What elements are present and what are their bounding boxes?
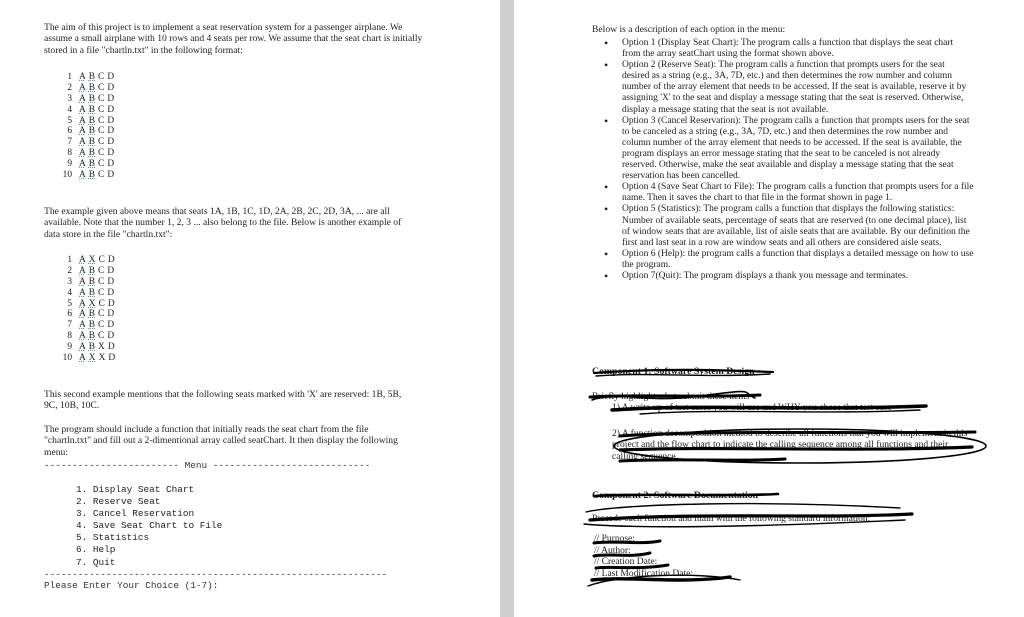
seat-cell: D <box>107 159 115 170</box>
seat-row <box>60 170 117 181</box>
seat-cell: A <box>79 104 86 115</box>
seat-cell: C <box>98 159 105 170</box>
seat-cell: A <box>79 276 86 287</box>
seat-row <box>60 353 118 364</box>
seat-cell: X <box>88 255 96 265</box>
example-paragraph: The example given above means that seats 1A, 1B, 1C, 1D, 2A, 2B, 2C, 2D, 3A, ... are all available. Note that the number 1, 2, 3 ... also belong to the file. Below is another example of data store in the file "chartln.txt": <box>44 206 402 240</box>
seat-row <box>60 148 117 159</box>
seat-cell: A <box>79 170 86 181</box>
row-number: 1 <box>67 255 72 265</box>
seat-cell: C <box>98 255 105 265</box>
menu-footer: ------------------------------------------------------------- <box>44 569 388 580</box>
seat-cell: B <box>88 287 96 298</box>
seat-cell: C <box>98 331 105 342</box>
seat-cell: X <box>88 298 96 309</box>
seat-cell: C <box>98 82 105 93</box>
seat-cell: C <box>98 309 105 320</box>
seat-row <box>60 309 118 320</box>
seat-cell: C <box>98 265 105 276</box>
comment-line: // Last Modification Date: <box>594 568 693 579</box>
row-number: 4 <box>67 287 72 298</box>
component-1-item-2: 2) A function decomposition method to describe all functions that you will implement in this project and the flow chart to indicate the calling sequence among all functions and their calling sequence <box>612 428 968 462</box>
seat-cell: D <box>107 170 115 181</box>
seat-row <box>60 320 118 331</box>
seat-cell: B <box>88 93 96 104</box>
seat-cell: B <box>88 309 96 320</box>
menu-item: 6. Help <box>76 544 116 556</box>
seat-cell: X <box>88 353 96 364</box>
seat-cell: A <box>79 331 86 342</box>
menu-item: 2. Reserve Seat <box>76 496 161 508</box>
row-number: 7 <box>67 137 72 148</box>
seat-cell: B <box>88 137 96 148</box>
seat-cell: C <box>98 115 105 126</box>
seat-cell: D <box>107 72 115 82</box>
seat-cell: C <box>98 320 105 331</box>
row-number: 8 <box>67 331 72 342</box>
seat-cell: A <box>79 93 86 104</box>
seat-cell: B <box>88 82 96 93</box>
seat-cell: A <box>79 255 86 265</box>
seat-cell: B <box>88 170 96 181</box>
seat-row <box>60 116 117 127</box>
seat-cell: D <box>107 148 115 159</box>
row-number: 9 <box>67 159 72 170</box>
seat-cell: D <box>107 115 115 126</box>
seat-cell: B <box>88 104 96 115</box>
seat-cell: C <box>98 298 105 309</box>
seat-cell: D <box>107 137 115 148</box>
component-1-item-1: 1) A write-up of test cases you will use and WHY you chose that test case <box>612 403 892 413</box>
seat-cell: D <box>107 126 115 137</box>
seat-cell: D <box>107 331 115 342</box>
seat-cell: B <box>88 72 96 82</box>
seat-cell: B <box>88 148 96 159</box>
program-paragraph: The program should include a function that initially reads the seat chart from the file "chartln.txt" and fill out a 2-dimentional array called seatChart. It then display the following menu: <box>44 424 398 458</box>
seat-cell: B <box>88 342 96 353</box>
seat-cell: B <box>88 115 96 126</box>
seat-cell: D <box>107 104 115 115</box>
seat-cell: C <box>98 126 105 137</box>
seat-cell: C <box>98 93 105 104</box>
comment-line: // Purpose: <box>594 534 635 544</box>
row-number: 1 <box>67 72 72 82</box>
seat-row <box>60 159 117 170</box>
row-number: 3 <box>67 93 72 104</box>
second-example-paragraph: This second example mentions that the following seats marked with 'X' are reserved: 1B, 5B, 9C, 10B, 10C. <box>44 389 402 412</box>
seat-cell: D <box>107 255 115 265</box>
menu-item: 7. Quit <box>76 556 116 568</box>
seat-cell: D <box>107 276 115 287</box>
seat-row <box>60 105 117 116</box>
choice-prompt: Please Enter Your Choice (1-7): <box>44 580 219 591</box>
seat-row <box>60 288 118 299</box>
seat-cell: X <box>98 353 106 364</box>
seat-cell: B <box>88 276 96 287</box>
seat-cell: A <box>79 148 86 159</box>
row-number: 7 <box>67 320 72 331</box>
component-1-title: Component 1: Software System Design <box>592 366 755 377</box>
component-1-line: Briefly highlight what submit these items <box>592 392 750 402</box>
seat-cell: A <box>79 72 86 82</box>
seat-cell: A <box>79 353 86 364</box>
seat-cell: C <box>98 287 105 298</box>
seat-row <box>60 126 117 137</box>
seat-chart-2 <box>60 255 118 364</box>
seat-cell: B <box>88 159 96 170</box>
comment-line: // Author: <box>594 545 631 556</box>
seat-cell: D <box>107 93 115 104</box>
row-number: 10 <box>62 353 72 364</box>
option-item: • Option 4 (Save Seat Chart to File): The program calls a function that prompts users for a file name. Then it saves the chart to that file in the format shown in page 1. <box>592 182 974 204</box>
row-number: 3 <box>67 276 72 287</box>
seat-row <box>60 83 117 94</box>
comment-block <box>594 534 693 580</box>
row-number: 10 <box>62 170 72 181</box>
seat-cell: D <box>107 298 115 309</box>
seat-cell: D <box>107 309 115 320</box>
row-number: 6 <box>67 309 72 320</box>
seat-cell: B <box>88 320 96 331</box>
seat-row <box>60 94 117 105</box>
seat-cell: A <box>79 342 86 353</box>
seat-chart-1 <box>60 72 117 181</box>
seat-cell: D <box>108 353 116 364</box>
menu-header: ------------------------ Menu ---------------------------- <box>44 460 371 471</box>
seat-cell: A <box>79 287 86 298</box>
seat-cell: D <box>107 320 115 331</box>
seat-cell: B <box>88 265 96 276</box>
menu-item: 3. Cancel Reservation <box>76 508 195 520</box>
seat-cell: A <box>79 159 86 170</box>
seat-cell: D <box>107 82 115 93</box>
seat-cell: A <box>79 115 86 126</box>
seat-cell: C <box>98 72 105 82</box>
menu-item: 1. Display Seat Chart <box>76 484 195 495</box>
component-2-title: Component 2: Software Documentation <box>592 490 759 501</box>
row-number: 5 <box>67 115 72 126</box>
row-number: 6 <box>67 126 72 137</box>
option-item: • Option 2 (Reserve Seat): The program calls a function that prompts users for the seat desired as a string (e.g., 3A, 7D, etc.) and then determines the row number and column number of the array element that needs to be accessed. If the seat is available, reserve it by assigning 'X' to the seat and display a message stating that the seat is reserved. Otherwise, display a message stating that the seat is not available. <box>592 60 974 115</box>
seat-cell: A <box>79 309 86 320</box>
option-item: • Option 1 (Display Seat Chart): The program calls a function that displays the seat chart from the array seatChart using the format shown above. <box>592 38 974 60</box>
seat-cell: C <box>98 170 105 181</box>
option-item: • Option 6 (Help): the program calls a function that displays a detailed message on how to use the program. <box>592 249 974 271</box>
seat-row <box>60 266 118 277</box>
menu-list <box>76 484 222 569</box>
seat-cell: B <box>88 126 96 137</box>
seat-row <box>60 342 118 353</box>
seat-cell: D <box>107 342 115 353</box>
menu-item: 4. Save Seat Chart to File <box>76 520 223 532</box>
seat-cell: D <box>107 265 115 276</box>
options-list <box>592 38 974 282</box>
seat-row <box>60 277 118 288</box>
row-number: 9 <box>67 342 72 353</box>
seat-row <box>60 299 118 310</box>
seat-cell: C <box>98 148 105 159</box>
seat-cell: C <box>98 104 105 115</box>
seat-row <box>60 137 117 148</box>
row-number: 5 <box>67 298 72 309</box>
seat-cell: A <box>79 320 86 331</box>
comment-line: // Creation Date: <box>594 557 658 567</box>
seat-cell: A <box>79 126 86 137</box>
seat-row <box>60 72 117 83</box>
row-number: 4 <box>67 104 72 115</box>
seat-cell: A <box>79 82 86 93</box>
seat-cell: B <box>88 331 96 342</box>
seat-row <box>60 255 118 266</box>
component-2-line: Precede each function and main with the following standard information: <box>592 514 871 524</box>
seat-cell: A <box>79 298 86 309</box>
option-item: • Option 3 (Cancel Reservation): The program calls a function that prompts users for the seat to be canceled as a string (e.g., 3A, 7D, etc.) and then determines the row number and column number of the array element that needs to be accessed. If the seat is available, the program displays an error message stating that the seat to be canceled is not already reserved. Otherwise, make the seat available and display a message stating that the seat reservation has been cancelled. <box>592 116 974 183</box>
seat-cell: D <box>107 287 115 298</box>
seat-cell: X <box>98 342 105 353</box>
row-number: 8 <box>67 148 72 159</box>
row-number: 2 <box>67 265 72 276</box>
seat-cell: A <box>79 137 86 148</box>
option-item: • Option 5 (Statistics): The program calls a function that displays the following statistics: Number of available seats, percentage of seats that are reserved (to one decimal place), list of window seats that are available, list of aisle seats that are available. By our definition the first and last seat in a row are window seats and all others are considered aisle seats. <box>592 204 974 248</box>
menu-item: 5. Statistics <box>76 532 150 544</box>
seat-cell: C <box>98 137 105 148</box>
intro-paragraph: The aim of this project is to implement a seat reservation system for a passenger airplane. We assume a small airplane with 10 rows and 4 seats per row. We assume that the seat chart is initially stored in a file "chartln.txt" in the following format: <box>44 22 423 56</box>
seat-cell: A <box>79 265 86 276</box>
row-number: 2 <box>67 82 72 93</box>
seat-cell: C <box>98 276 105 287</box>
seat-row <box>60 331 118 342</box>
option-item: • Option 7(Quit): The program displays a thank you message and terminates. <box>592 271 974 282</box>
options-heading: Below is a description of each option in the menu: <box>592 24 786 35</box>
